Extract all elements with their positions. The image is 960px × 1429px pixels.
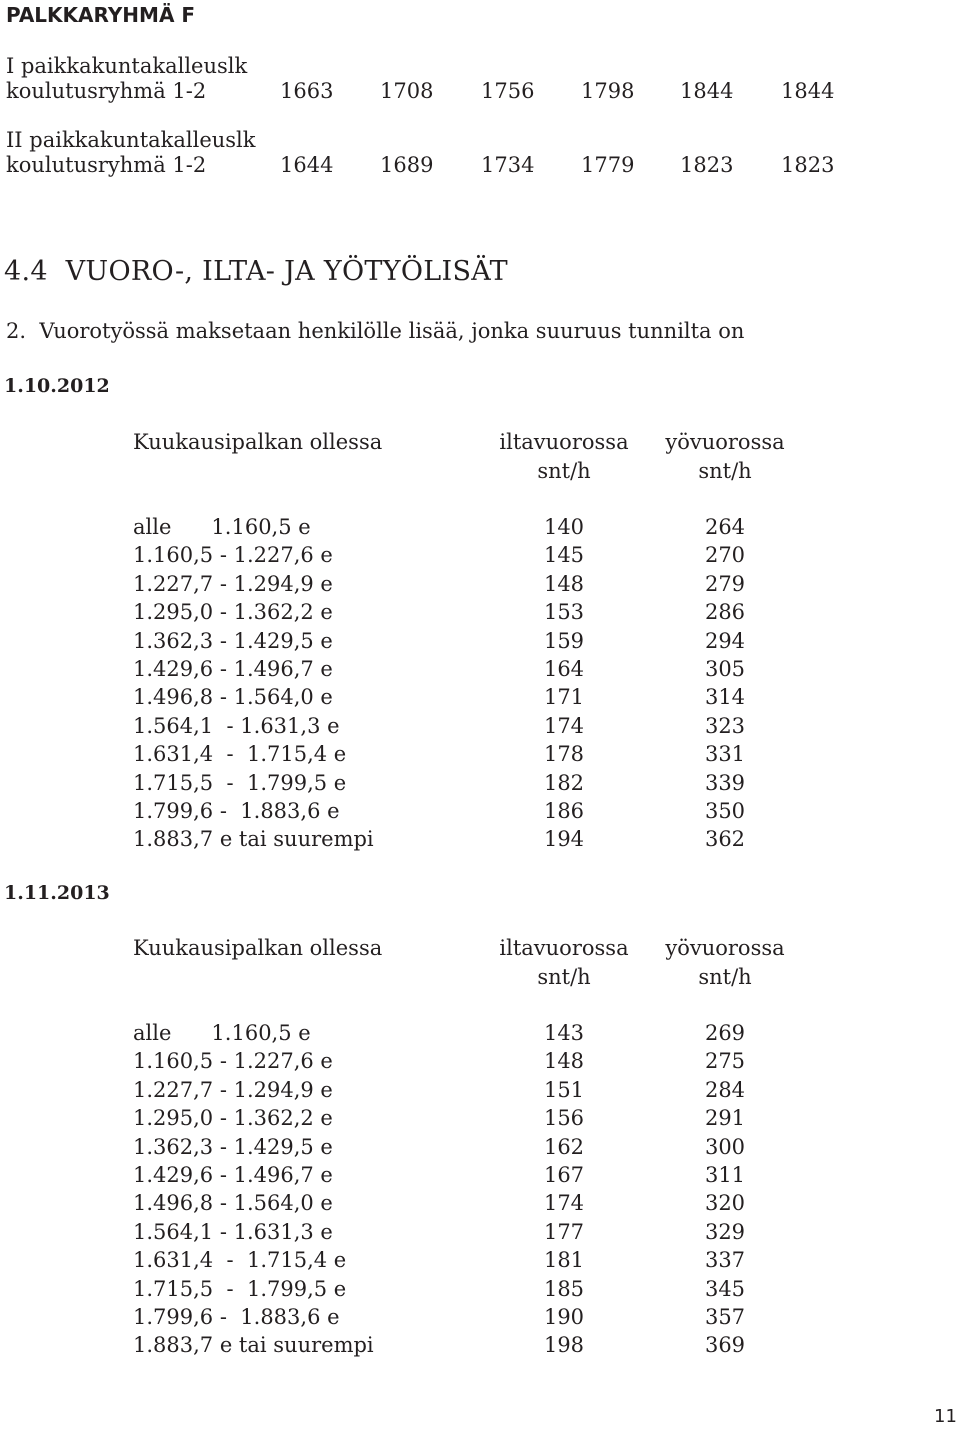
evening-rate-cell: 178 (543, 742, 585, 767)
night-rate-cell: 291 (704, 1106, 746, 1131)
salary-range-cell: 1.496,8 - 1.564,0 e (133, 1191, 333, 1216)
night-rate-cell: 339 (704, 770, 746, 795)
evening-rate-cell: 153 (543, 600, 585, 625)
evening-rate-cell: 148 (543, 1049, 585, 1074)
evening-rate-cell: 140 (543, 515, 585, 539)
night-rate-cell: 320 (704, 1191, 746, 1216)
evening-rate-cell: 185 (543, 1276, 585, 1301)
salary-range-cell: 1.631,4 - 1.715,4 e (133, 1248, 347, 1273)
night-rate-cell: 294 (704, 628, 746, 653)
night-rate-cell: 314 (704, 685, 746, 710)
night-rate-cell: 286 (704, 600, 746, 625)
table-date: 1.11.2013 (4, 882, 110, 904)
salary-range-cell: 1.362,3 - 1.429,5 e (133, 628, 333, 653)
salary-range-cell: 1.799,6 - 1.883,6 e (133, 1305, 340, 1329)
evening-rate-cell: 198 (543, 1333, 585, 1358)
salary-range-cell: 1.429,6 - 1.496,7 e (133, 657, 333, 681)
night-rate-cell: 270 (704, 543, 746, 568)
salary-range-cell: 1.295,0 - 1.362,2 e (133, 600, 333, 625)
evening-rate-cell: 145 (543, 543, 585, 568)
night-rate-cell: 269 (704, 1021, 746, 1045)
salary-range-cell: 1.883,7 e tai suurempi (133, 1333, 374, 1358)
night-rate-cell: 284 (704, 1077, 746, 1102)
salary-range-cell: 1.429,6 - 1.496,7 e (133, 1163, 333, 1187)
column-header-night: yövuorossa (665, 430, 785, 454)
intro-text: 2. Vuorotyössä maksetaan henkilölle lisää, jonka suuruus tunnilta on (6, 319, 745, 343)
table-date: 1.10.2012 (4, 375, 110, 397)
group-row-label-line1: I paikkakuntakalleuslk (6, 54, 248, 78)
salary-range-cell: 1.227,7 - 1.294,9 e (133, 1077, 333, 1102)
page-title: PALKKARYHMÄ F (6, 3, 196, 27)
salary-range-cell: alle 1.160,5 e (133, 515, 311, 539)
night-rate-cell: 369 (704, 1333, 746, 1358)
group-row-label-line2: koulutusryhmä 1-2 (6, 79, 207, 103)
night-rate-cell: 350 (704, 799, 746, 823)
group-row-value: 1844 (680, 79, 734, 103)
salary-range-cell: 1.564,1 - 1.631,3 e (133, 713, 340, 738)
evening-rate-cell: 171 (543, 685, 585, 710)
column-unit-evening: snt/h (537, 459, 591, 483)
evening-rate-cell: 174 (543, 1191, 585, 1216)
night-rate-cell: 305 (704, 657, 746, 681)
column-unit-night: snt/h (698, 965, 752, 989)
evening-rate-cell: 182 (543, 770, 585, 795)
salary-range-cell: 1.799,6 - 1.883,6 e (133, 799, 340, 823)
night-rate-cell: 331 (704, 742, 746, 767)
group-row-value: 1844 (781, 79, 835, 103)
section-heading: 4.4 VUORO-, ILTA- JA YÖTYÖLISÄT (4, 256, 508, 287)
group-row-value: 1823 (781, 153, 835, 177)
salary-range-cell: 1.295,0 - 1.362,2 e (133, 1106, 333, 1131)
salary-range-cell: 1.715,5 - 1.799,5 e (133, 770, 347, 795)
group-row-value: 1734 (481, 153, 535, 177)
group-row-value: 1689 (380, 153, 434, 177)
evening-rate-cell: 177 (543, 1219, 585, 1244)
salary-range-cell: 1.883,7 e tai suurempi (133, 827, 374, 852)
group-row-value: 1823 (680, 153, 734, 177)
evening-rate-cell: 162 (543, 1134, 585, 1159)
evening-rate-cell: 164 (543, 657, 585, 681)
night-rate-cell: 264 (704, 515, 746, 539)
group-row-value: 1756 (481, 79, 535, 103)
salary-range-cell: 1.631,4 - 1.715,4 e (133, 742, 347, 767)
evening-rate-cell: 148 (543, 571, 585, 596)
group-row-value: 1798 (581, 79, 635, 103)
night-rate-cell: 323 (704, 713, 746, 738)
group-row-value: 1779 (581, 153, 635, 177)
night-rate-cell: 357 (704, 1305, 746, 1329)
night-rate-cell: 275 (704, 1049, 746, 1074)
night-rate-cell: 345 (704, 1276, 746, 1301)
column-header-evening: iltavuorossa (499, 430, 629, 454)
page-number: 11 (934, 1406, 957, 1427)
column-unit-evening: snt/h (537, 965, 591, 989)
salary-range-cell: alle 1.160,5 e (133, 1021, 311, 1045)
evening-rate-cell: 181 (543, 1248, 585, 1273)
night-rate-cell: 329 (704, 1219, 746, 1244)
group-row-value: 1708 (380, 79, 434, 103)
salary-range-cell: 1.227,7 - 1.294,9 e (133, 571, 333, 596)
salary-range-cell: 1.715,5 - 1.799,5 e (133, 1276, 347, 1301)
salary-range-cell: 1.160,5 - 1.227,6 e (133, 1049, 333, 1074)
evening-rate-cell: 159 (543, 628, 585, 653)
group-row-label-line1: II paikkakuntakalleuslk (6, 128, 256, 152)
column-header-salary: Kuukausipalkan ollessa (133, 430, 383, 454)
evening-rate-cell: 156 (543, 1106, 585, 1131)
group-row-label-line2: koulutusryhmä 1-2 (6, 153, 207, 177)
salary-range-cell: 1.362,3 - 1.429,5 e (133, 1134, 333, 1159)
column-unit-night: snt/h (698, 459, 752, 483)
salary-range-cell: 1.564,1 - 1.631,3 e (133, 1219, 333, 1244)
night-rate-cell: 311 (704, 1163, 746, 1187)
group-row-value: 1663 (280, 79, 334, 103)
evening-rate-cell: 151 (543, 1077, 585, 1102)
evening-rate-cell: 174 (543, 713, 585, 738)
night-rate-cell: 300 (704, 1134, 746, 1159)
group-row-value: 1644 (280, 153, 334, 177)
night-rate-cell: 337 (704, 1248, 746, 1273)
evening-rate-cell: 167 (543, 1163, 585, 1187)
evening-rate-cell: 143 (543, 1021, 585, 1045)
night-rate-cell: 362 (704, 827, 746, 852)
evening-rate-cell: 190 (543, 1305, 585, 1329)
column-header-evening: iltavuorossa (499, 936, 629, 960)
evening-rate-cell: 186 (543, 799, 585, 823)
evening-rate-cell: 194 (543, 827, 585, 852)
night-rate-cell: 279 (704, 571, 746, 596)
salary-range-cell: 1.496,8 - 1.564,0 e (133, 685, 333, 710)
column-header-salary: Kuukausipalkan ollessa (133, 936, 383, 960)
column-header-night: yövuorossa (665, 936, 785, 960)
salary-range-cell: 1.160,5 - 1.227,6 e (133, 543, 333, 568)
